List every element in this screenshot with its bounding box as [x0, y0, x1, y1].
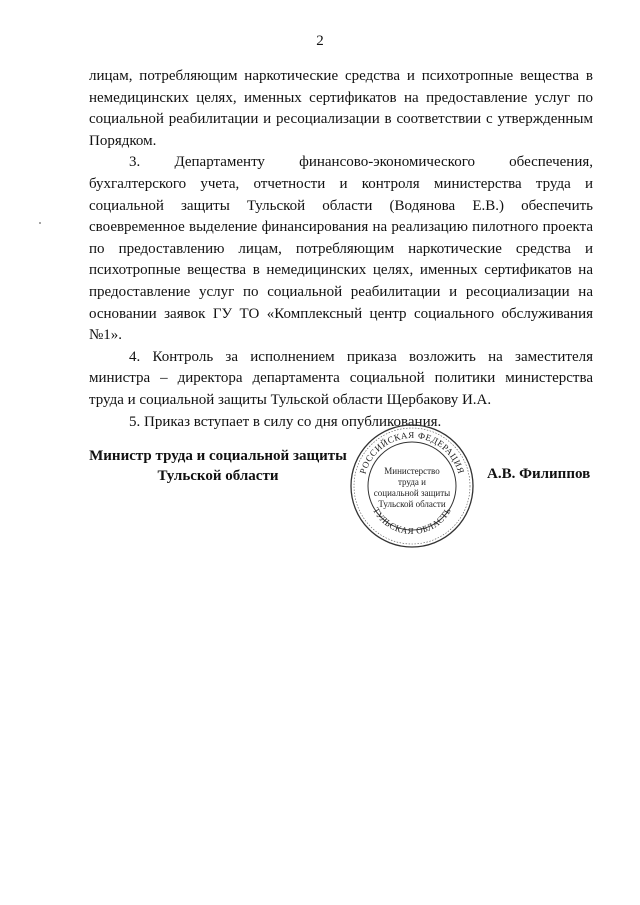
signer-position-line1: Министр труда и социальной защиты	[89, 448, 347, 464]
seal-inner-line2: труда и	[398, 477, 426, 487]
signer-name: А.В. Филиппов	[487, 466, 591, 482]
seal-inner-line4: Тульской области	[378, 499, 446, 509]
seal-top-arc-text: РОССИЙСКАЯ ФЕДЕРАЦИЯ	[357, 429, 467, 476]
paragraph-item-5: 5. Приказ вступает в силу со дня опубликования.	[129, 413, 442, 430]
paragraph-item-4: 4. Контроль за исполнением приказа возложить на заместителя министра – директора департамента социальной политики министерства труда и социальной защиты Тульской области Щербакову И.А.	[89, 348, 593, 408]
seal-inner-line1: Министерство	[384, 466, 440, 476]
signer-position	[89, 446, 347, 486]
document-body	[89, 66, 593, 433]
seal-inner-line3: социальной защиты	[373, 488, 451, 498]
official-seal-icon	[348, 422, 476, 550]
seal-bottom-arc-text: ТУЛЬСКАЯ ОБЛАСТЬ	[370, 505, 454, 537]
paragraph-continuation: лицам, потребляющим наркотические средства и психотропные вещества в немедицинских целях, именных сертификатов на предоставление услуг по социальной реабилитации и ресоциализации в соответствии с утвержденным Порядком.	[89, 68, 593, 149]
page-number: 2	[316, 33, 324, 49]
paragraph-item-3: 3. Департаменту финансово-экономического обеспечения, бухгалтерского учета, отчетности и контроля министерства труда и социальной защиты Тульской области (Водянова Е.В.) обеспечить своевременное выделение финансирования на реализацию пилотного проекта по предоставлению лицам, потребляющим наркотические средства и психотропные вещества в немедицинских целях, именных сертификатов на предоставление услуг по социальной реабилитации и ресоциализации на основании заявок ГУ ТО «Комплексный центр социального обслуживания №1».	[89, 154, 593, 344]
scan-speck	[39, 222, 41, 224]
signer-position-line2: Тульской области	[157, 468, 279, 484]
